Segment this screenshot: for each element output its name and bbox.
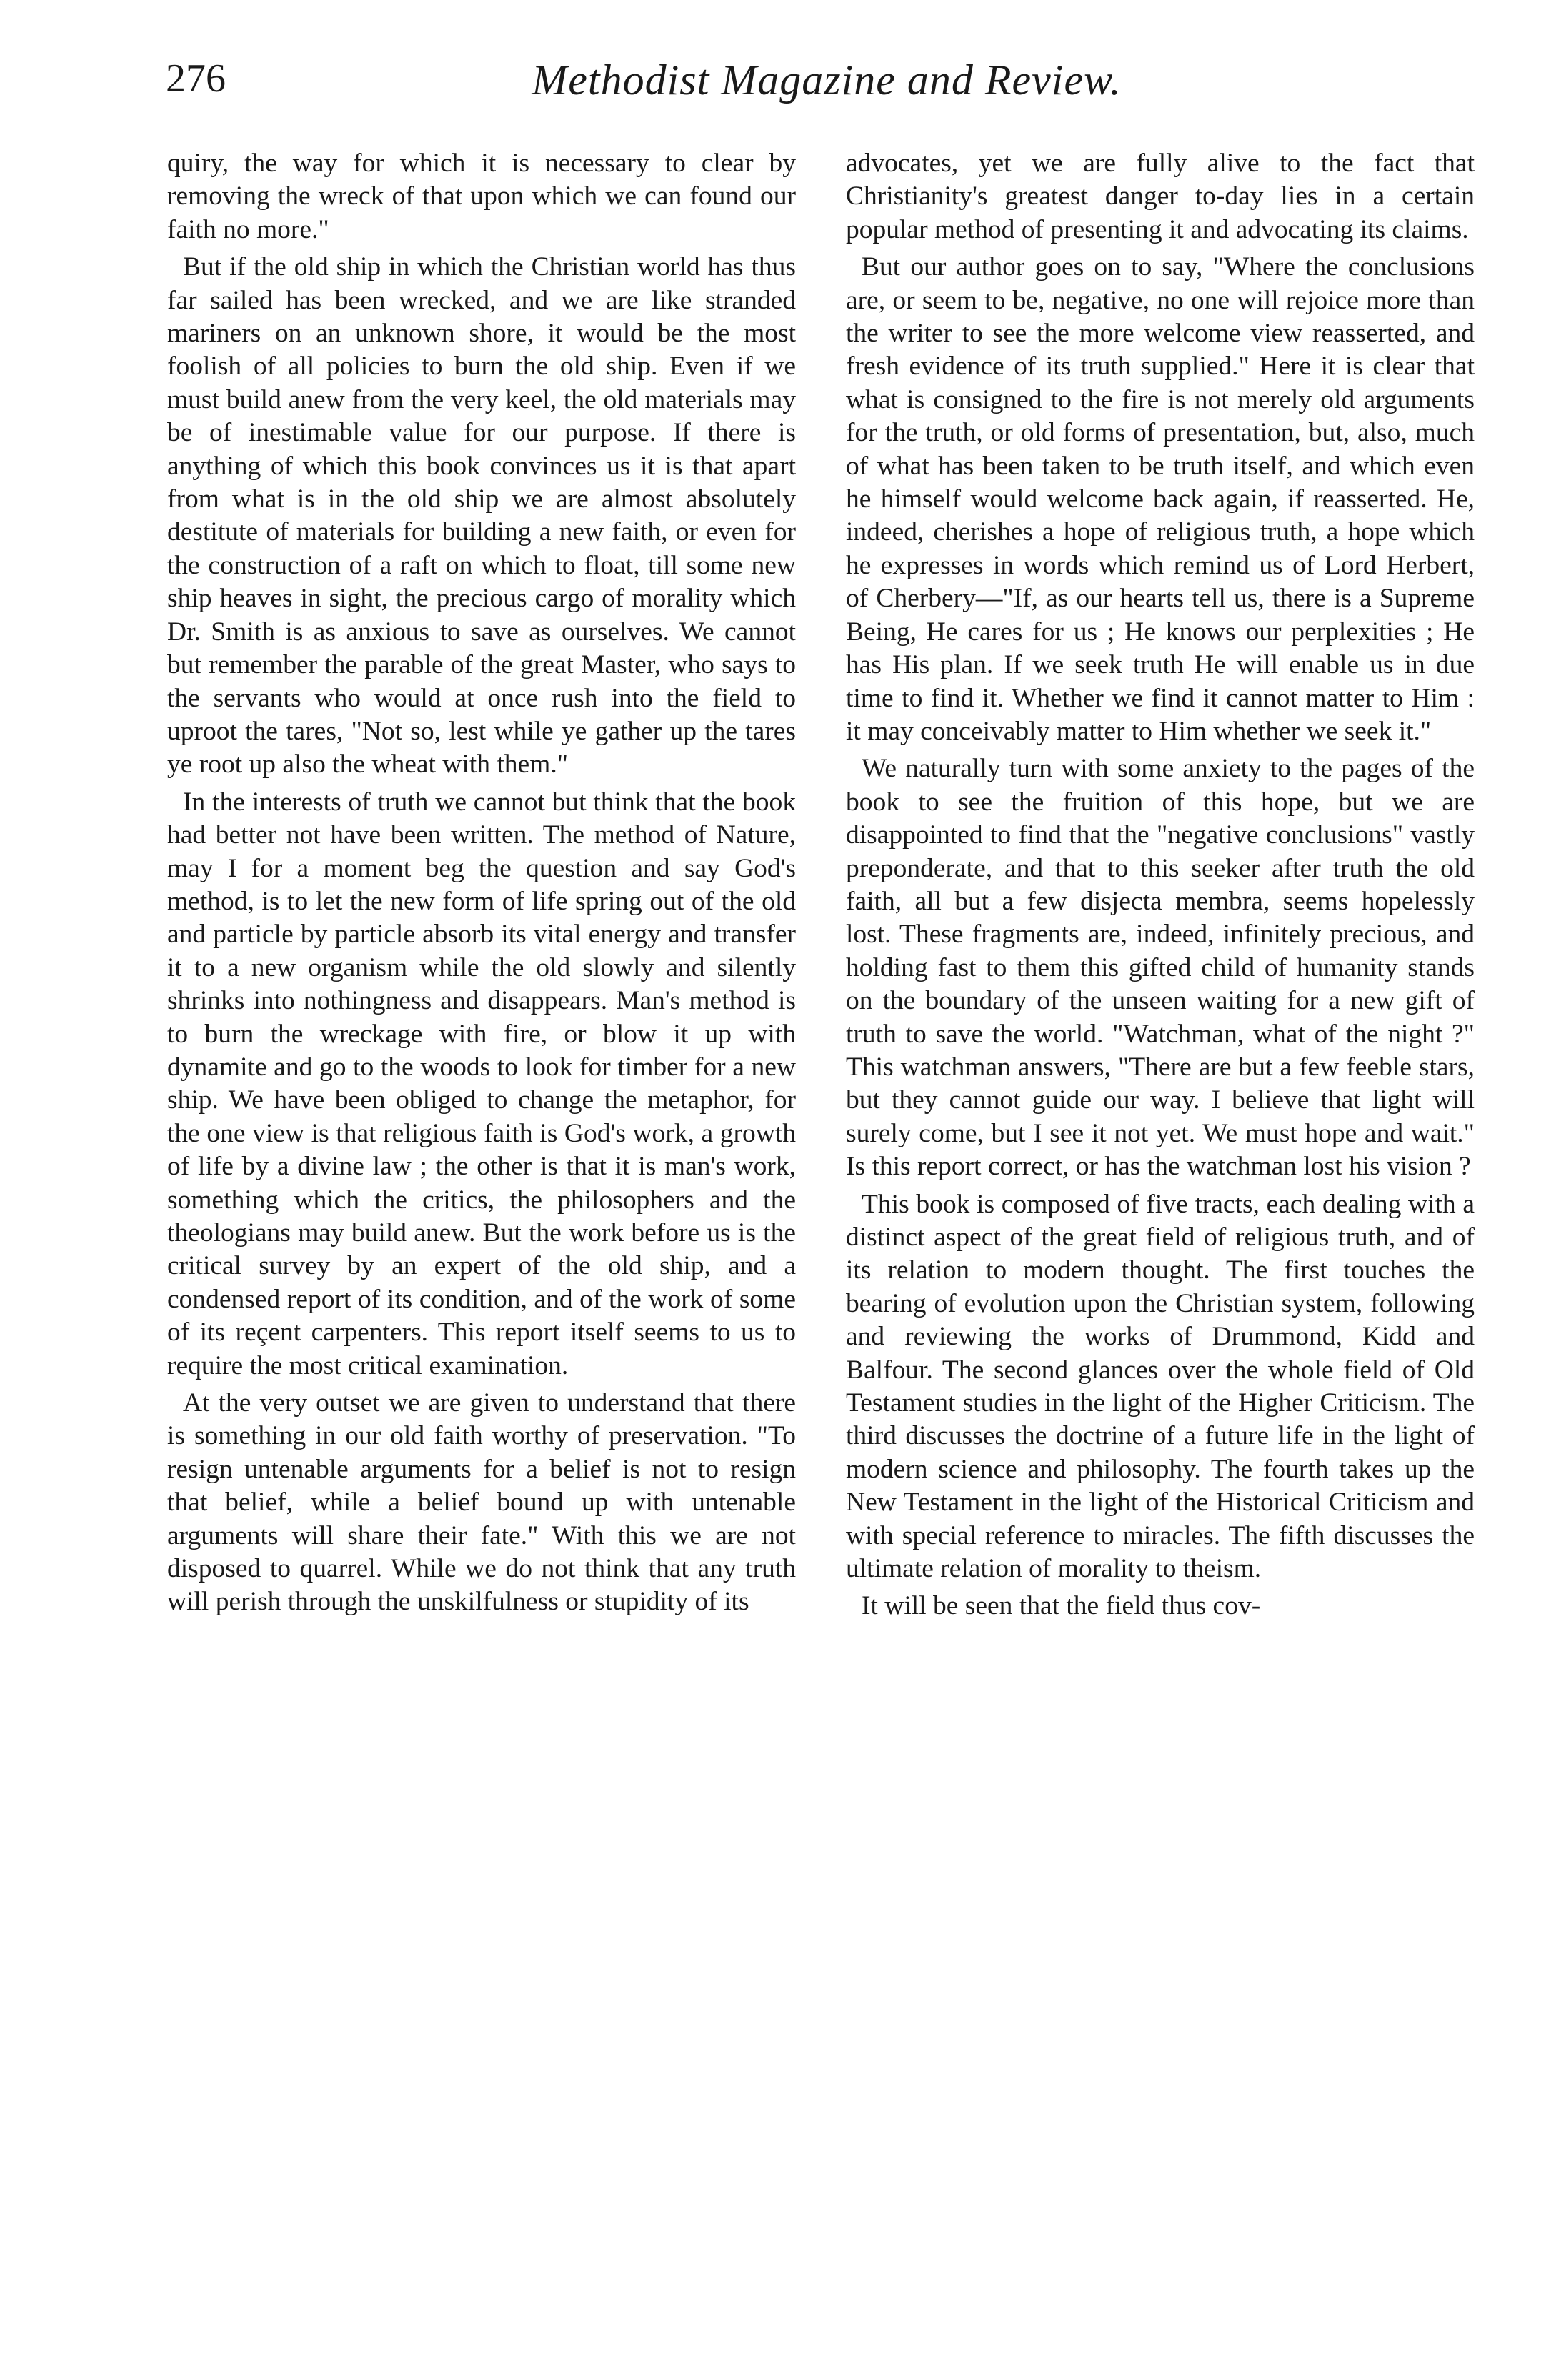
paragraph: It will be seen that the field thus cov- bbox=[862, 1591, 1261, 1621]
paragraph: At the very outset we are given to understand that there is something in our old faith worthy of preservation. "To resign untenable arguments for a belief is not to resign that belief, while a belief bound up with untenable arguments will share their fate." With this we are not disposed to quarrel. While we do not think that any truth will perish through the unskilfulness or stupidity of its bbox=[167, 1388, 796, 1617]
paragraph: In the interests of truth we cannot but think that the book had better not have been written. The method of Nature, may I for a moment beg the question and say God's method, is to let the new form of life spring out of the old and particle by particle absorb its vital energy and transfer it to a new organism while the old slowly and silently shrinks into nothingness and disappears. Man's method is to burn the wreckage with fire, or blow it up with dynamite and go to the woods to look for timber for a new ship. We have been obliged to change the metaphor, for the one view is that religious faith is God's work, a growth of life by a divine law ; the other is that it is man's work, something which the critics, the philosophers and the theologians may build anew. But the work before us is the critical survey by an expert of the old ship, and a condensed report of its condition, and of the work of some of its reçent carpenters. This report itself seems to us to require the most critical examination. bbox=[167, 787, 796, 1380]
right-column bbox=[846, 147, 1475, 1628]
paragraph: This book is composed of five tracts, each dealing with a distinct aspect of the great field of religious truth, and of its relation to modern thought. The first touches the bearing of evolution upon the Christian system, following and reviewing the works of Drummond, Kidd and Balfour. The second glances over the whole field of Old Testament studies in the light of the Higher Criticism. The third discusses the doctrine of a future life in the light of modern science and philosophy. The fourth takes up the New Testament in the light of the Historical Criticism and with special reference to miracles. The fifth discusses the ultimate relation of morality to theism. bbox=[846, 1189, 1475, 1584]
running-head bbox=[166, 56, 1487, 120]
paragraph: We naturally turn with some anxiety to the pages of the book to see the fruition of this hope, but we are disappointed to find that the "negative conclusions" vastly preponderate, and that to this seeker after truth the old faith, all but a few disjecta membra, seems hopelessly lost. These fragments are, indeed, infinitely precious, and holding fast to them this gifted child of humanity stands on the boundary of the unseen waiting for a new gift of truth to save the world. "Watchman, what of the night ?" This watchman answers, "There are but a few feeble stars, but they cannot guide our way. I believe that light will surely come, but I see it not yet. We must hope and wait." Is this report correct, or has the watchman lost his vision ? bbox=[846, 754, 1475, 1182]
paragraph: But if the old ship in which the Christian world has thus far sailed has been wrecked, and we are like stranded mariners on an unknown shore, it would be the most foolish of all policies to burn the old ship. Even if we must build anew from the very keel, the old materials may be of inestimable value for our purpose. If there is anything of which this book convinces us it is that apart from what is in the old ship we are almost absolutely destitute of materials for building a new faith, or even for the construction of a raft on which to float, till some new ship heaves in sight, the precious cargo of morality which Dr. Smith is as anxious to save as ourselves. We cannot but remember the parable of the great Master, who says to the servants who would at once rush into the field to uproot the tares, "Not so, lest while ye gather up the tares ye root up also the wheat with them." bbox=[167, 252, 796, 780]
left-column bbox=[167, 147, 796, 1623]
journal-title: Methodist Magazine and Review. bbox=[532, 56, 1122, 104]
paragraph: But our author goes on to say, "Where the conclusions are, or seem to be, negative, no one will rejoice more than the writer to see the more welcome view reasserted, and fresh evidence of its truth supplied." Here it is clear that what is consigned to the fire is not merely old arguments for the truth, or old forms of presentation, but, also, much of what has been taken to be truth itself, and which even he himself would welcome back again, if reasserted. He, indeed, cherishes a hope of religious truth, a hope which he expresses in words which remind us of Lord Herbert, of Cherbery—"If, as our hearts tell us, there is a Supreme Being, He cares for us ; He knows our perplexities ; He has His plan. If we seek truth He will enable us in due time to find it. Whether we find it cannot matter to Him : it may conceivably matter to Him whether we seek it." bbox=[846, 252, 1475, 746]
paragraph: advocates, yet we are fully alive to the fact that Christianity's greatest danger to-day lies in a certain popular method of presenting it and advocating its claims. bbox=[846, 149, 1475, 244]
page-number: 276 bbox=[166, 56, 226, 101]
paragraph: quiry, the way for which it is necessary to clear by removing the wreck of that upon which we can found our faith no more." bbox=[167, 149, 796, 244]
